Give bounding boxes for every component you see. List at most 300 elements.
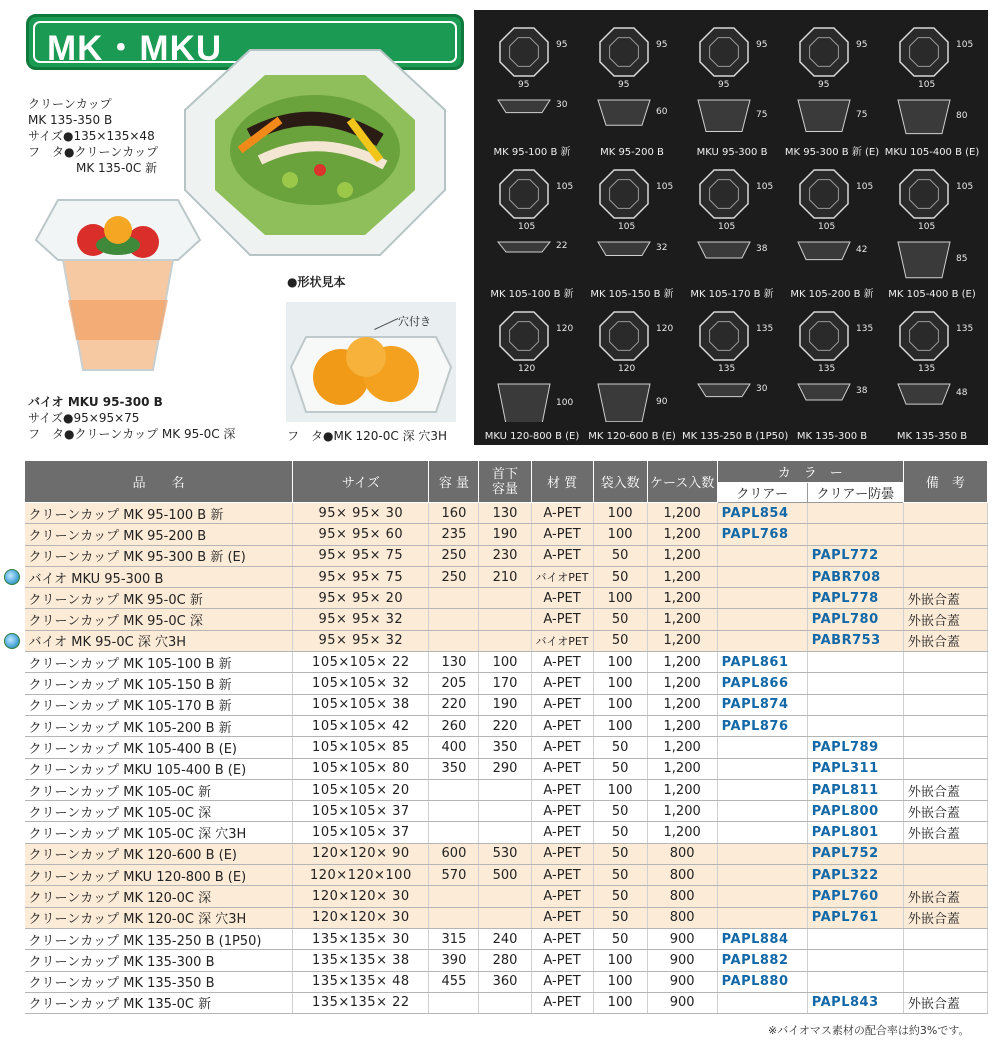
cell-capacity: 205: [429, 673, 479, 694]
cell-bag-count: 50: [593, 928, 647, 949]
dim-width: 95: [618, 80, 630, 90]
cell-size: 120×120× 30: [293, 886, 429, 907]
dim-depth: 135: [956, 324, 974, 334]
cell-name: クリーンカップ MK 95-200 B: [25, 524, 293, 545]
cell-material: A-PET: [531, 822, 593, 843]
octagon-cup-drawing: [582, 160, 682, 280]
col-header-bag-count: 袋入数: [593, 461, 647, 503]
cell-clear-code: [717, 865, 807, 886]
dim-width: 95: [718, 80, 730, 90]
cell-size: 120×120×100: [293, 865, 429, 886]
shape-sample-label: MK 105-100 B 新: [490, 289, 574, 300]
table-row: [25, 524, 988, 545]
cell-clear-code: PAPL876: [717, 715, 807, 736]
cell-antifog-code: [807, 652, 903, 673]
table-row: [25, 630, 988, 651]
cell-size: 135×135× 48: [293, 971, 429, 992]
side-view-outline: [798, 100, 850, 132]
top-view-outline: [700, 170, 748, 218]
cell-note: [903, 950, 987, 971]
cell-neck-capacity: [479, 801, 531, 822]
cell-material: A-PET: [531, 737, 593, 758]
cell-material: A-PET: [531, 907, 593, 928]
cell-material: バイオPET: [531, 630, 593, 651]
shape-sample: [482, 160, 582, 300]
dim-height: 75: [756, 109, 768, 120]
cell-antifog-code: [807, 971, 903, 992]
cell-name: クリーンカップ MKU 105-400 B (E): [25, 758, 293, 779]
cell-neck-capacity: [479, 630, 531, 651]
cell-note: [903, 928, 987, 949]
cell-size: 120×120× 90: [293, 843, 429, 864]
cell-neck-capacity: [479, 822, 531, 843]
dim-height: 48: [956, 388, 968, 399]
cell-antifog-code: [807, 694, 903, 715]
shape-sample: [882, 18, 982, 158]
side-view-outline: [498, 100, 550, 113]
cell-antifog-code: PAPL778: [807, 588, 903, 609]
shape-sample: [682, 18, 782, 158]
cell-bag-count: 50: [593, 737, 647, 758]
cell-note: [903, 971, 987, 992]
side-view-outline: [698, 100, 750, 132]
table-row: [25, 950, 988, 971]
cell-clear-code: PAPL882: [717, 950, 807, 971]
cell-neck-capacity: 280: [479, 950, 531, 971]
shape-sample-label: MK 120-600 B (E): [588, 431, 676, 442]
cell-case-count: 1,200: [647, 694, 717, 715]
cell-size: 105×105× 22: [293, 652, 429, 673]
caption-line: MK 135-0C 新: [76, 161, 158, 175]
cell-bag-count: 100: [593, 652, 647, 673]
cell-capacity: 250: [429, 566, 479, 587]
table-row: [25, 737, 988, 758]
top-view-outline: [900, 28, 948, 76]
table-row: [25, 822, 988, 843]
top-view-outline: [500, 312, 548, 360]
cell-capacity: [429, 588, 479, 609]
cell-name: バイオ MKU 95-300 B: [25, 566, 293, 587]
cell-clear-code: [717, 630, 807, 651]
cell-name: クリーンカップ MK 105-0C 新: [25, 779, 293, 800]
cell-size: 95× 95× 75: [293, 545, 429, 566]
cell-case-count: 1,200: [647, 566, 717, 587]
cell-case-count: 1,200: [647, 503, 717, 524]
caption-line: フ タ●クリーンカップ: [28, 145, 159, 159]
cell-bag-count: 100: [593, 950, 647, 971]
cell-clear-code: [717, 992, 807, 1013]
cell-antifog-code: [807, 950, 903, 971]
table-row: [25, 779, 988, 800]
cell-size: 120×120× 30: [293, 907, 429, 928]
top-view-outline: [800, 312, 848, 360]
top-view-outline: [800, 170, 848, 218]
cell-clear-code: PAPL884: [717, 928, 807, 949]
table-row: [25, 801, 988, 822]
cell-bag-count: 50: [593, 843, 647, 864]
cell-clear-code: [717, 609, 807, 630]
cell-name: クリーンカップ MK 135-250 B (1P50): [25, 928, 293, 949]
cell-name: クリーンカップ MK 135-350 B: [25, 971, 293, 992]
cell-size: 95× 95× 60: [293, 524, 429, 545]
dim-depth: 105: [956, 40, 974, 50]
dim-depth: 120: [556, 324, 574, 334]
cell-clear-code: PAPL874: [717, 694, 807, 715]
shape-sample-label: MK 105-200 B 新: [790, 289, 874, 300]
cell-neck-capacity: [479, 886, 531, 907]
cell-size: 95× 95× 30: [293, 503, 429, 524]
cell-antifog-code: [807, 503, 903, 524]
cell-note: 外嵌合蓋: [903, 886, 987, 907]
cell-material: A-PET: [531, 588, 593, 609]
cell-case-count: 1,200: [647, 801, 717, 822]
cell-note: 外嵌合蓋: [903, 609, 987, 630]
cell-antifog-code: [807, 673, 903, 694]
cell-capacity: [429, 801, 479, 822]
dim-depth: 105: [856, 182, 874, 192]
table-row: [25, 715, 988, 736]
dim-width: 135: [718, 364, 736, 374]
shape-sample-label: MKU 105-400 B (E): [884, 147, 980, 158]
cell-antifog-code: PAPL780: [807, 609, 903, 630]
cell-name: クリーンカップ MK 105-0C 深: [25, 801, 293, 822]
cell-note: 外嵌合蓋: [903, 992, 987, 1013]
cell-material: A-PET: [531, 992, 593, 1013]
cell-antifog-code: PAPL322: [807, 865, 903, 886]
cell-bag-count: 50: [593, 758, 647, 779]
cell-material: A-PET: [531, 609, 593, 630]
cell-note: [903, 566, 987, 587]
cell-neck-capacity: 190: [479, 694, 531, 715]
cell-neck-capacity: [479, 588, 531, 609]
cell-material: A-PET: [531, 886, 593, 907]
page-title: MK・MKU: [47, 29, 223, 68]
cell-note: 外嵌合蓋: [903, 588, 987, 609]
side-view-outline: [898, 242, 950, 278]
table-row: [25, 566, 988, 587]
cell-note: [903, 545, 987, 566]
table-row: [25, 673, 988, 694]
shape-sample-label: MK 105-170 B 新: [690, 289, 774, 300]
cell-antifog-code: PAPL752: [807, 843, 903, 864]
cell-neck-capacity: 240: [479, 928, 531, 949]
cell-size: 135×135× 30: [293, 928, 429, 949]
cell-bag-count: 50: [593, 609, 647, 630]
dim-depth: 135: [856, 324, 874, 334]
cell-bag-count: 100: [593, 524, 647, 545]
cell-bag-count: 50: [593, 886, 647, 907]
cell-material: A-PET: [531, 545, 593, 566]
cell-bag-count: 50: [593, 907, 647, 928]
shape-sample: [482, 18, 582, 158]
dim-height: 85: [956, 253, 968, 264]
cell-bag-count: 100: [593, 673, 647, 694]
shape-sample-label: MK 95-300 B 新 (E): [784, 147, 880, 158]
side-view-outline: [898, 384, 950, 404]
cell-bag-count: 100: [593, 992, 647, 1013]
cell-capacity: 160: [429, 503, 479, 524]
cell-material: A-PET: [531, 865, 593, 886]
cell-antifog-code: PAPL800: [807, 801, 903, 822]
cell-case-count: 1,200: [647, 715, 717, 736]
dim-height: 75: [856, 109, 868, 120]
shape-sample: [582, 18, 682, 158]
cell-case-count: 800: [647, 843, 717, 864]
cell-bag-count: 100: [593, 503, 647, 524]
caption-line: バイオ MKU 95-300 B: [28, 395, 163, 409]
dim-width: 135: [918, 364, 936, 374]
cell-material: A-PET: [531, 694, 593, 715]
cell-neck-capacity: 210: [479, 566, 531, 587]
side-view-outline: [598, 100, 650, 125]
cell-name: クリーンカップ MK 135-300 B: [25, 950, 293, 971]
shape-sample: [582, 302, 682, 442]
caption-line: クリーンカップ: [28, 97, 112, 111]
cell-size: 105×105× 20: [293, 779, 429, 800]
octagon-cup-drawing: [782, 160, 882, 280]
cell-name: クリーンカップ MKU 120-800 B (E): [25, 865, 293, 886]
cell-case-count: 900: [647, 971, 717, 992]
cell-material: A-PET: [531, 779, 593, 800]
cell-note: 外嵌合蓋: [903, 801, 987, 822]
cell-material: バイオPET: [531, 566, 593, 587]
table-row: [25, 758, 988, 779]
side-view-outline: [898, 100, 950, 134]
cell-bag-count: 100: [593, 715, 647, 736]
dim-width: 105: [718, 222, 736, 232]
cell-note: [903, 737, 987, 758]
cell-neck-capacity: 100: [479, 652, 531, 673]
top-view-outline: [900, 170, 948, 218]
octagon-cup-drawing: [482, 160, 582, 280]
cell-case-count: 1,200: [647, 673, 717, 694]
dim-width: 120: [618, 364, 636, 374]
dim-depth: 105: [656, 182, 674, 192]
cell-neck-capacity: 360: [479, 971, 531, 992]
side-view-outline: [798, 242, 850, 260]
cell-antifog-code: PAPL801: [807, 822, 903, 843]
top-view-outline: [900, 312, 948, 360]
cell-antifog-code: [807, 715, 903, 736]
cell-antifog-code: [807, 524, 903, 545]
octagon-cup-drawing: [682, 18, 782, 138]
cell-antifog-code: PAPL311: [807, 758, 903, 779]
top-view-outline: [700, 28, 748, 76]
caption-line: フ タ●MK 120-0C 深 穴3H: [287, 429, 448, 443]
cell-case-count: 1,200: [647, 609, 717, 630]
shape-sample-label: MK 135-350 B: [896, 431, 968, 442]
table-row: [25, 865, 988, 886]
dim-height: 60: [656, 106, 668, 117]
dim-height: 30: [556, 100, 568, 111]
top-view-outline: [500, 170, 548, 218]
cell-clear-code: [717, 822, 807, 843]
orange-caption: [287, 428, 447, 444]
cell-capacity: [429, 779, 479, 800]
side-view-outline: [798, 384, 850, 400]
cell-case-count: 1,200: [647, 822, 717, 843]
cell-capacity: 600: [429, 843, 479, 864]
col-header-color: カ ラ ー: [717, 461, 903, 483]
dim-height: 30: [756, 384, 768, 395]
dim-width: 105: [618, 222, 636, 232]
col-header-size: サイズ: [293, 461, 429, 503]
cell-case-count: 1,200: [647, 524, 717, 545]
cell-antifog-code: PAPL760: [807, 886, 903, 907]
shape-sample: [482, 302, 582, 442]
cell-note: 外嵌合蓋: [903, 779, 987, 800]
cell-capacity: 130: [429, 652, 479, 673]
octagon-cup-drawing: [482, 18, 582, 138]
cell-capacity: [429, 630, 479, 651]
octagon-cup-drawing: [682, 160, 782, 280]
shape-sample-label: MK 135-300 B: [796, 431, 868, 442]
cell-bag-count: 50: [593, 545, 647, 566]
shape-sample-label: MK 135-250 B (1P50): [682, 431, 789, 442]
cell-case-count: 1,200: [647, 737, 717, 758]
top-view-outline: [600, 312, 648, 360]
top-view-outline: [700, 312, 748, 360]
shape-sample: [882, 160, 982, 300]
shape-sample-grid: [474, 10, 988, 445]
cell-clear-code: [717, 545, 807, 566]
shape-sample: [682, 160, 782, 300]
cell-name: クリーンカップ MK 120-600 B (E): [25, 843, 293, 864]
top-view-outline: [800, 28, 848, 76]
side-view-outline: [498, 242, 550, 252]
cell-clear-code: PAPL866: [717, 673, 807, 694]
cell-case-count: 1,200: [647, 758, 717, 779]
biomass-icon: [4, 569, 20, 585]
cell-bag-count: 50: [593, 630, 647, 651]
caption-line: サイズ●95×95×75: [28, 411, 140, 425]
cell-clear-code: PAPL861: [717, 652, 807, 673]
fruit-cup-photo: [28, 190, 208, 380]
fruit-caption: [28, 394, 235, 442]
cell-capacity: 350: [429, 758, 479, 779]
cell-note: [903, 843, 987, 864]
cell-capacity: [429, 992, 479, 1013]
cell-note: [903, 503, 987, 524]
cell-note: [903, 865, 987, 886]
cell-bag-count: 50: [593, 822, 647, 843]
cell-case-count: 1,200: [647, 545, 717, 566]
cell-capacity: [429, 822, 479, 843]
cell-case-count: 900: [647, 950, 717, 971]
top-view-outline: [600, 170, 648, 218]
cell-neck-capacity: 220: [479, 715, 531, 736]
cell-case-count: 1,200: [647, 652, 717, 673]
cell-note: [903, 652, 987, 673]
shape-sample: [682, 302, 789, 442]
hole-label: 穴付き: [398, 315, 431, 328]
octagon-cup-drawing: [782, 18, 882, 138]
cell-material: A-PET: [531, 971, 593, 992]
shape-sample: [782, 160, 882, 300]
dim-width: 95: [818, 80, 830, 90]
dim-depth: 95: [556, 40, 568, 50]
cell-material: A-PET: [531, 652, 593, 673]
cell-antifog-code: PAPL772: [807, 545, 903, 566]
cell-antifog-code: PABR753: [807, 630, 903, 651]
cell-name: クリーンカップ MK 95-0C 深: [25, 609, 293, 630]
cell-name: クリーンカップ MK 135-0C 新: [25, 992, 293, 1013]
side-view-outline: [698, 384, 750, 397]
dim-width: 95: [518, 80, 530, 90]
cell-size: 95× 95× 75: [293, 566, 429, 587]
octagon-cup-drawing: [882, 302, 982, 422]
cell-neck-capacity: [479, 609, 531, 630]
cell-bag-count: 50: [593, 566, 647, 587]
octagon-cup-drawing: [682, 302, 782, 422]
cell-note: [903, 673, 987, 694]
cell-note: 外嵌合蓋: [903, 822, 987, 843]
col-header-capacity: 容 量: [429, 461, 479, 503]
cell-size: 95× 95× 32: [293, 630, 429, 651]
dim-width: 105: [518, 222, 536, 232]
cell-clear-code: [717, 779, 807, 800]
cell-clear-code: [717, 566, 807, 587]
dim-width: 105: [918, 80, 936, 90]
cell-name: クリーンカップ MK 95-0C 新: [25, 588, 293, 609]
col-header-note: 備 考: [903, 461, 987, 503]
cell-capacity: 315: [429, 928, 479, 949]
cell-size: 105×105× 37: [293, 822, 429, 843]
cell-size: 105×105× 38: [293, 694, 429, 715]
table-row: [25, 609, 988, 630]
cell-material: A-PET: [531, 524, 593, 545]
cell-size: 105×105× 37: [293, 801, 429, 822]
cell-bag-count: 50: [593, 865, 647, 886]
cell-material: A-PET: [531, 503, 593, 524]
cell-bag-count: 100: [593, 779, 647, 800]
cell-capacity: 250: [429, 545, 479, 566]
caption-line: フ タ●クリーンカップ MK 95-0C 深: [28, 427, 236, 441]
cell-size: 105×105× 80: [293, 758, 429, 779]
cell-capacity: 235: [429, 524, 479, 545]
dim-depth: 120: [656, 324, 674, 334]
cell-note: [903, 758, 987, 779]
cell-material: A-PET: [531, 843, 593, 864]
dim-width: 105: [818, 222, 836, 232]
dim-depth: 95: [756, 40, 768, 50]
cell-case-count: 1,200: [647, 588, 717, 609]
cell-case-count: 900: [647, 992, 717, 1013]
caption-line: サイズ●135×135×48: [28, 129, 155, 143]
table-row: [25, 992, 988, 1013]
cell-material: A-PET: [531, 673, 593, 694]
shape-sample: [782, 18, 882, 158]
col-header-clear-antifog: クリアー防曇: [807, 483, 903, 503]
dim-depth: 95: [856, 40, 868, 50]
cell-neck-capacity: 290: [479, 758, 531, 779]
cell-capacity: 260: [429, 715, 479, 736]
col-header-neck-capacity: 首下 容量: [479, 461, 531, 503]
shape-sample-label: MK 95-100 B 新: [493, 147, 571, 158]
cell-size: 95× 95× 20: [293, 588, 429, 609]
dim-height: 90: [656, 396, 668, 407]
cell-note: 外嵌合蓋: [903, 630, 987, 651]
cell-clear-code: [717, 758, 807, 779]
cell-neck-capacity: [479, 992, 531, 1013]
cell-bag-count: 100: [593, 694, 647, 715]
table-row: [25, 843, 988, 864]
cell-size: 105×105× 42: [293, 715, 429, 736]
shape-sample: [582, 160, 682, 300]
cell-neck-capacity: [479, 907, 531, 928]
cell-antifog-code: PABR708: [807, 566, 903, 587]
cell-clear-code: [717, 886, 807, 907]
